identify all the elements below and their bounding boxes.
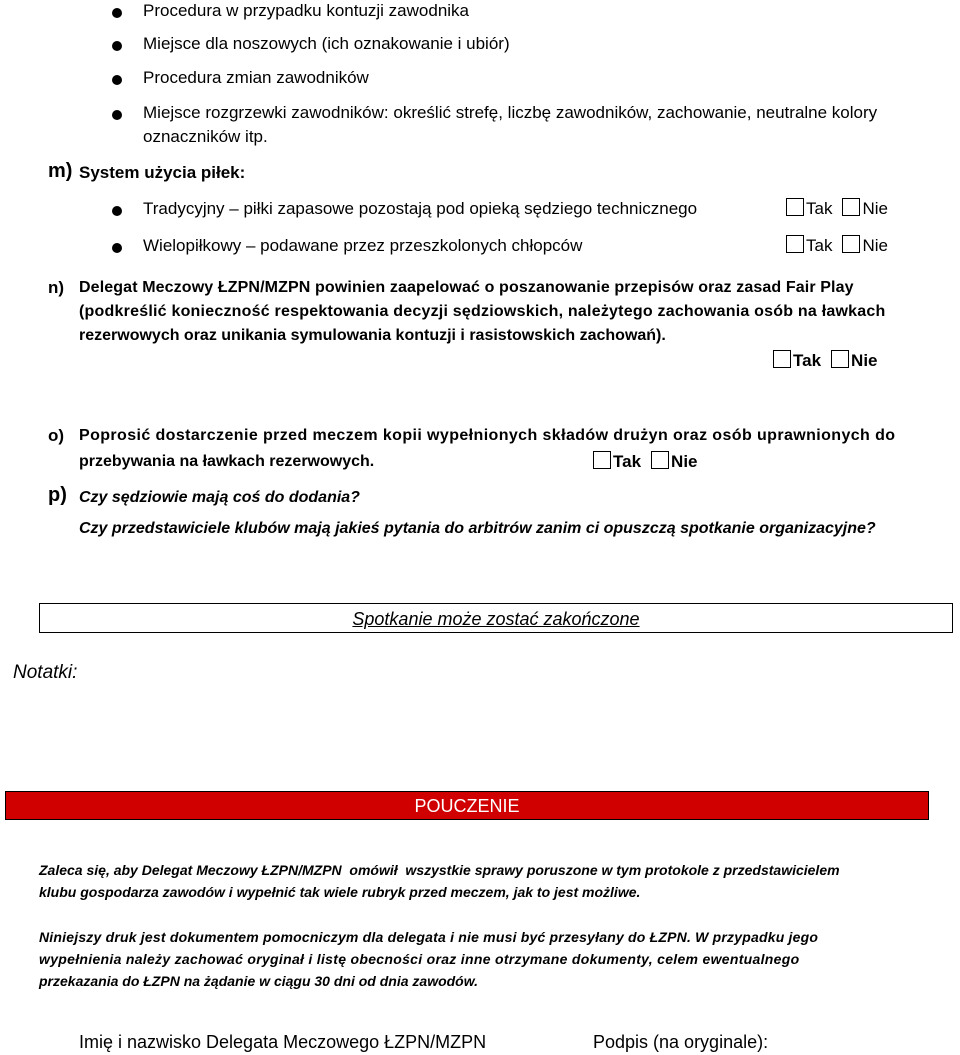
section-n-line: rezerwowych oraz unikania symulowania kontuzji i rasistowskich zachowań). [79, 327, 666, 344]
section-p-line1: Czy sędziowie mają coś do dodania? [79, 489, 360, 506]
checkbox-tak[interactable] [773, 350, 791, 368]
ball-system-traditional: Tradycyjny – piłki zapasowe pozostają pod opieką sędziego technicznego [143, 199, 698, 218]
nie-label: Nie [851, 351, 878, 370]
checkbox-tak[interactable] [593, 451, 611, 469]
bullet-text: Miejsce rozgrzewki zawodników: określić strefę, liczbę zawodników, zachowanie, neutralne kolory [143, 103, 878, 122]
notes-label: Notatki: [13, 662, 78, 683]
section-o-line: Poprosić dostarczenie przed meczem kopii wypełnionych składów drużyn oraz osób uprawnionych do [79, 427, 896, 444]
bullet-icon [112, 243, 122, 253]
section-n-line: Delegat Meczowy ŁZPN/MZPN powinien zaapelować o poszanowanie przepisów oraz zasad Fair Play [79, 279, 854, 296]
tak-label: Tak [806, 199, 833, 218]
bullet-icon [112, 206, 122, 216]
checkbox-nie[interactable] [842, 235, 860, 253]
section-o-line: przebywania na ławkach rezerwowych. [79, 453, 375, 470]
choice-o [593, 451, 698, 473]
choice-traditional [786, 198, 888, 220]
pouczenie-para2-line: wypełnienia należy zachować oryginał i listę obecności oraz inne otrzymane dokumenty, celem ewentualnego [39, 951, 800, 967]
checkbox-nie[interactable] [831, 350, 849, 368]
nie-label: Nie [862, 199, 888, 218]
pouczenie-para1-line: klubu gospodarza zawodów i wypełnić tak wiele rubryk przed meczem, jak to jest możliwe. [39, 884, 641, 900]
bullet-text: Procedura zmian zawodników [143, 68, 369, 87]
bullet-text-continuation: oznaczników itp. [143, 127, 268, 146]
choice-n [773, 350, 878, 372]
section-o-letter: o) [48, 426, 65, 445]
pouczenie-para2-line: Niniejszy druk jest dokumentem pomocniczym dla delegata i nie musi być przesyłany do ŁZPN. W przypadku jego [39, 929, 819, 945]
bullet-text: Miejsce dla noszowych (ich oznakowanie i ubiór) [143, 34, 510, 53]
signature-label: Podpis (na oryginale): [593, 1032, 769, 1052]
section-p-letter: p) [48, 484, 67, 506]
checkbox-tak[interactable] [786, 235, 804, 253]
section-n-line: (podkreślić konieczność respektowania decyzji sędziowskich, należytego zachowania osób na ławkach [79, 303, 886, 320]
pouczenie-title: POUCZENIE [414, 796, 520, 816]
bullet-icon [112, 8, 122, 18]
pouczenie-para2-line: przekazania do ŁZPN na żądanie w ciągu 30 dni od dnia zawodów. [39, 973, 478, 989]
bullet-text: Procedura w przypadku kontuzji zawodnika [143, 1, 470, 20]
checkbox-tak[interactable] [786, 198, 804, 216]
bullet-icon [112, 110, 122, 120]
choice-multi [786, 235, 888, 257]
section-n-letter: n) [48, 278, 65, 297]
meeting-end-text: Spotkanie może zostać zakończone [352, 609, 640, 629]
checkbox-nie[interactable] [842, 198, 860, 216]
delegate-name-label: Imię i nazwisko Delegata Meczowego ŁZPN/MZPN [79, 1032, 487, 1052]
tak-label: Tak [793, 351, 822, 370]
nie-label: Nie [671, 452, 698, 471]
section-p-line2: Czy przedstawiciele klubów mają jakieś pytania do arbitrów zanim ci opuszczą spotkanie organizacyjne? [79, 520, 876, 537]
section-m-letter: m) [48, 160, 73, 182]
checkbox-nie[interactable] [651, 451, 669, 469]
tak-label: Tak [806, 236, 833, 255]
nie-label: Nie [862, 236, 888, 255]
section-m-title: System użycia piłek: [79, 163, 246, 182]
bullet-icon [112, 41, 122, 51]
pouczenie-para1-line: Zaleca się, aby Delegat Meczowy ŁZPN/MZPN omówił wszystkie sprawy poruszone w tym protokole z przedstawicielem [39, 862, 840, 878]
bullet-icon [112, 75, 122, 85]
tak-label: Tak [613, 452, 642, 471]
ball-system-multi: Wielopiłkowy – podawane przez przeszkolonych chłopców [143, 236, 583, 255]
